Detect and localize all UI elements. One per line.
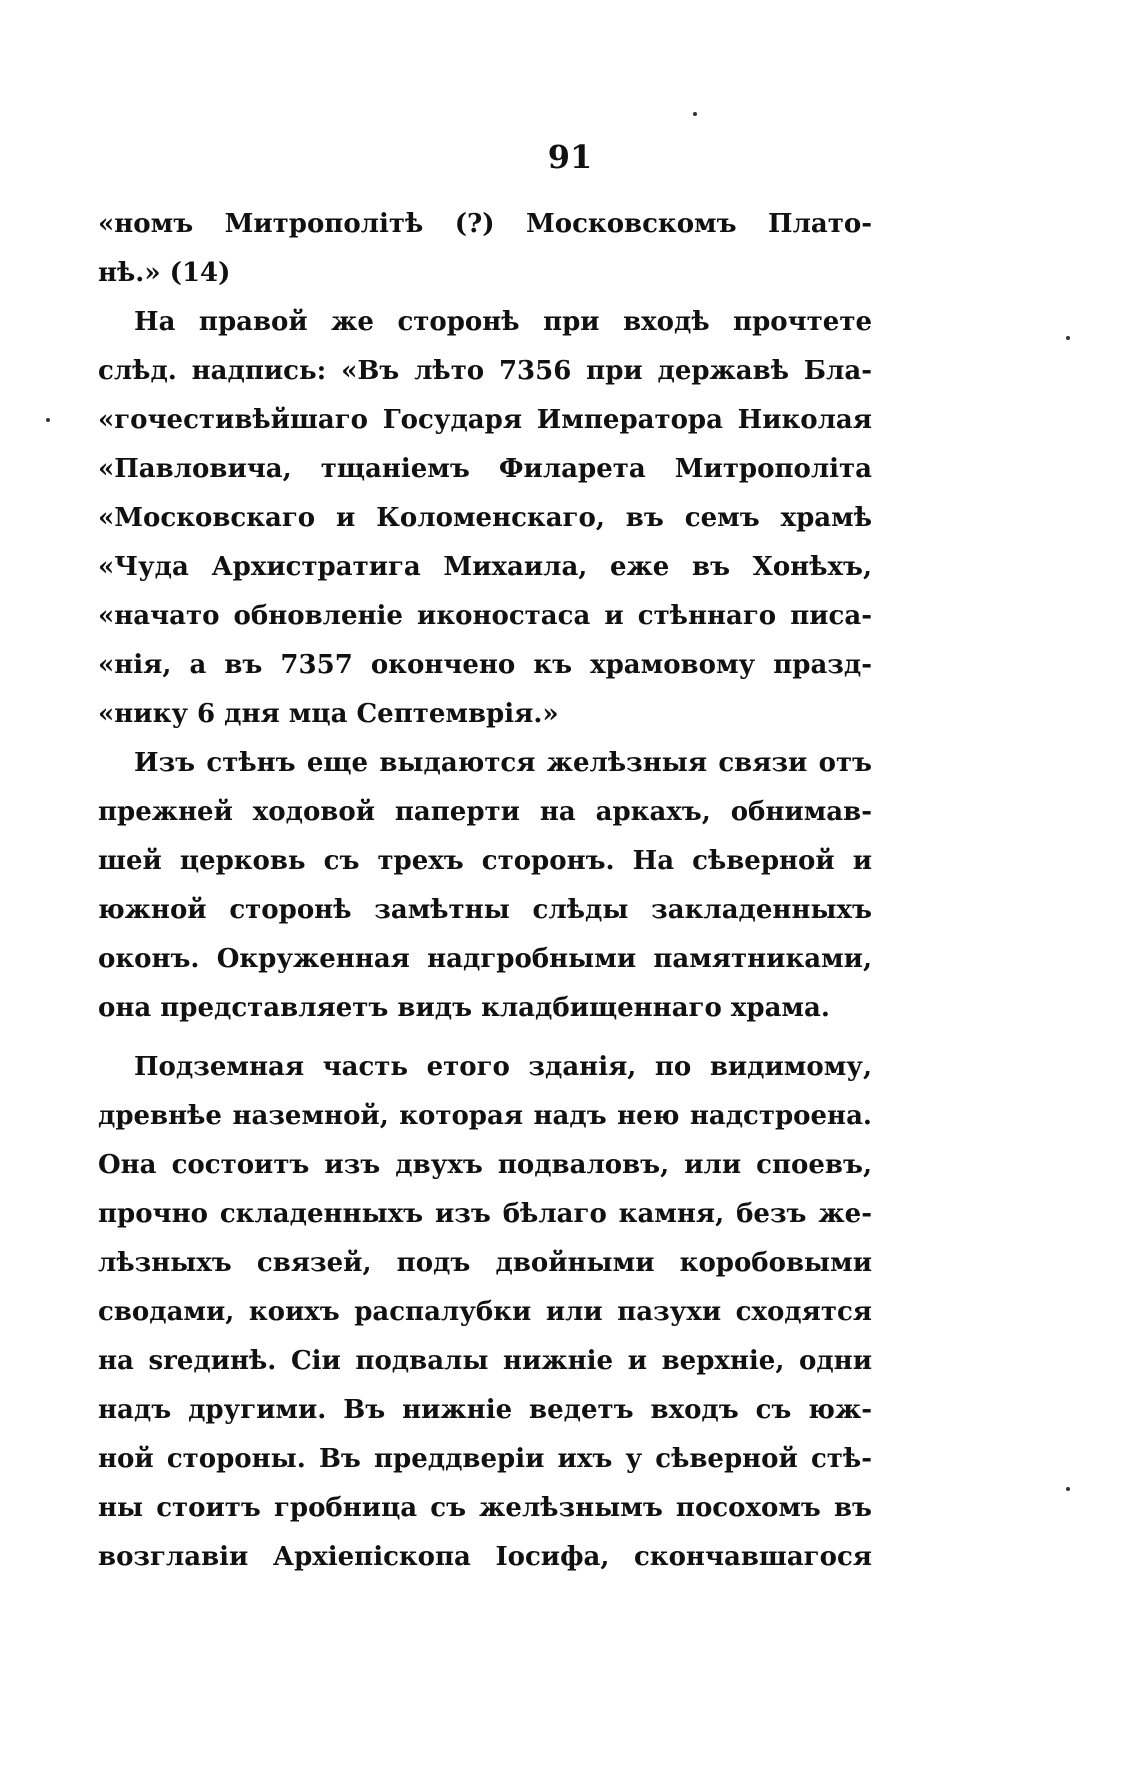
- text-line: нѣ.» (14): [98, 258, 231, 288]
- paragraph-3: [98, 739, 872, 1033]
- text-line: «нику 6 дня мца Септемврія.»: [98, 699, 559, 729]
- text-line: она представляетъ видъ кладбищеннаго храма.: [98, 993, 830, 1023]
- text-line: шей церковь съ трехъ сторонъ. На сѣверной и: [98, 846, 872, 876]
- text-line: «Московскаго и Коломенскаго, въ семъ храмѣ: [98, 503, 872, 533]
- scan-speck: [46, 418, 50, 422]
- text-line: Она состоитъ изъ двухъ подваловъ, или споевъ,: [98, 1150, 872, 1180]
- text-line: древнѣе наземной, которая надъ нею надстроена.: [98, 1101, 872, 1131]
- text-line: «номъ Митрополітѣ (?) Московскомъ Плато-: [98, 209, 872, 239]
- text-line: Подземная часть етого зданія, по видимому,: [134, 1052, 872, 1082]
- text-line: ны стоитъ гробница съ желѣзнымъ посохомъ въ: [98, 1493, 872, 1523]
- text-line: сводами, коихъ распалубки или пазухи сходятся: [98, 1297, 872, 1327]
- scan-speck: [693, 112, 697, 116]
- text-line: ной стороны. Въ преддверіи ихъ у сѣверной стѣ-: [98, 1444, 872, 1474]
- text-line: надъ другими. Въ нижніе ведетъ входъ съ юж-: [98, 1395, 872, 1425]
- paragraph-1: [98, 200, 872, 298]
- text-line: на srединѣ. Сіи подвалы нижніе и верхніе, одни: [98, 1346, 872, 1376]
- text-line: южной сторонѣ замѣтны слѣды закладенныхъ: [98, 895, 872, 925]
- text-line: «начато обновленіе иконостаса и стѣннаго писа-: [98, 601, 872, 631]
- text-line: оконъ. Окруженная надгробными памятниками,: [98, 944, 872, 974]
- paragraph-4: [98, 1043, 872, 1582]
- scan-speck: [1066, 1487, 1070, 1491]
- body-text: [98, 200, 872, 1582]
- scan-speck: [1066, 336, 1070, 340]
- text-line: лѣзныхъ связей, подъ двойными коробовыми: [98, 1248, 872, 1278]
- text-line: прежней ходовой паперти на аркахъ, обнимав-: [98, 797, 872, 827]
- text-line: «нія, а въ 7357 окончено къ храмовому празд-: [98, 650, 872, 680]
- text-line: «Чуда Архистратига Михаила, еже въ Хонѣхъ,: [98, 552, 872, 582]
- page-number: 91: [547, 138, 593, 176]
- text-line: Изъ стѣнъ еще выдаются желѣзныя связи отъ: [134, 748, 872, 778]
- text-line: прочно складенныхъ изъ бѣлаго камня, безъ же-: [98, 1199, 872, 1229]
- text-line: «гочестивѣйшаго Государя Императора Николая: [98, 405, 872, 435]
- text-line: «Павловича, тщаніемъ Филарета Митрополіта: [98, 454, 872, 484]
- text-line: слѣд. надпись: «Въ лѣто 7356 при державѣ Бла-: [98, 356, 872, 386]
- text-line: возглавіи Архіепіскопа Іосифа, скончавшагося: [98, 1542, 872, 1572]
- text-line: На правой же сторонѣ при входѣ прочтете: [134, 307, 872, 337]
- paragraph-2: [98, 298, 872, 739]
- paragraph-gap: [98, 1033, 872, 1043]
